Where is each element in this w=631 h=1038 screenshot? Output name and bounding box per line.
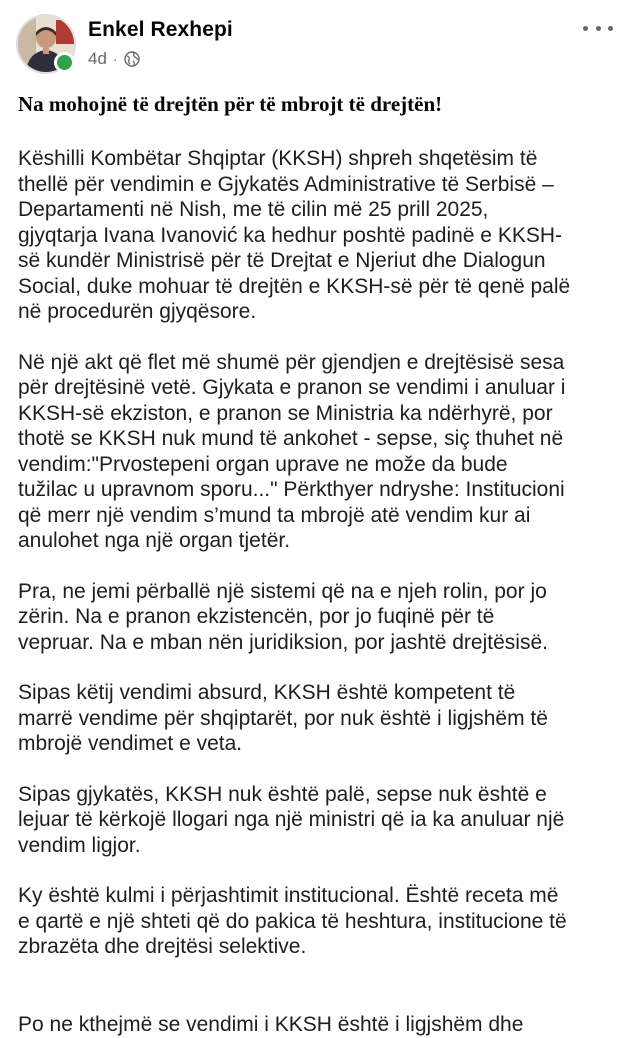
text-line: gjyqtarja Ivana Ivanović ka hedhur poshtë padinë e KKSH- — [18, 223, 563, 247]
text-line: vendim:"Prvostepeni organ uprave ne može da bude — [18, 452, 508, 476]
text-line: anulohet nga një organ tjetër. — [18, 529, 291, 552]
text-line: KKSH-së ekziston, e pranon se Ministria ka ndërhyrë, por — [18, 401, 553, 425]
text-line: në procedurën gjyqësore. — [18, 300, 257, 323]
text-line: thellë për vendimin e Gjykatës Administrative të Serbisë – — [18, 172, 554, 196]
post-paragraph — [18, 579, 618, 656]
text-line: Në një akt që flet më shumë për gjendjen e drejtësisë sesa — [18, 350, 565, 374]
text-line: Pra, ne jemi përballë një sistemi që na e njeh rolin, por jo — [18, 579, 547, 603]
text-line: për drejtësinë vetë. Gjykata e pranon se vendimi i anuluar i — [18, 376, 566, 399]
post-time[interactable]: 4d — [88, 49, 107, 68]
text-line: Ky është kulmi i përjashtimit institucional. Është receta më — [18, 884, 559, 907]
post-header — [0, 0, 631, 80]
post-paragraph — [18, 680, 618, 757]
text-line: Sipas këtij vendimi absurd, KKSH është kompetent të — [18, 681, 516, 704]
text-line: së kundër Ministrisë për të Drejtat e Njeriut dhe Dialogun — [18, 249, 546, 272]
post-meta — [88, 49, 140, 69]
text-line: zërin. Na e pranon ekzistencën, por jo fuqinë për të — [18, 605, 495, 628]
post-paragraph — [18, 350, 618, 554]
author-name[interactable]: Enkel Rexhepi — [88, 18, 233, 41]
truncated-text-line: Po ne kthejmë se vendimi i KKSH është i ligjshëm dhe — [18, 1013, 524, 1036]
meta-separator: · — [112, 51, 118, 67]
post-paragraph — [18, 146, 618, 325]
more-horizontal-icon — [583, 26, 588, 31]
text-line: tužilac u upravnom sporu..." Përkthyer ndryshe: Institucioni — [18, 478, 565, 501]
text-line: zbrazëta dhe drejtësi selektive. — [18, 935, 307, 958]
text-line: vendim ligjor. — [18, 833, 141, 857]
text-line: e qartë e një shteti që do pakica të heshtura, institucione të — [18, 909, 567, 933]
text-line: vepruar. Na e mban nën juridiksion, por jashtë drejtësisë. — [18, 630, 548, 654]
text-line: Social, duke mohuar të drejtën e KKSH-së për të qenë palë — [18, 274, 571, 298]
text-line: që merr një vendim s’mund ta mbrojë atë vendim kur ai — [18, 503, 531, 527]
globe-icon[interactable] — [124, 51, 140, 67]
text-line: marrë vendime për shqiptarët, por nuk është i ligjshëm të — [18, 706, 548, 730]
post-body — [18, 146, 618, 985]
more-options-button[interactable] — [583, 18, 613, 38]
post-paragraph — [18, 883, 618, 960]
text-line: Sipas gjykatës, KKSH nuk është palë, sepse nuk është e — [18, 782, 547, 806]
more-horizontal-icon — [596, 26, 601, 31]
text-line: mbrojë vendimet e veta. — [18, 732, 243, 755]
text-line: Këshilli Kombëtar Shqiptar (KKSH) shpreh shqetësim të — [18, 147, 538, 170]
avatar[interactable] — [16, 14, 76, 74]
text-line: lejuar të kërkojë llogari nga një ministri që ia ka anuluar një — [18, 808, 565, 831]
text-line: Departamenti në Nish, me të cilin më 25 prill 2025, — [18, 198, 489, 221]
more-horizontal-icon — [608, 26, 613, 31]
post-title: Na mohojnë të drejtën për të mbrojt të drejtën! — [18, 92, 443, 116]
post-paragraph — [18, 782, 618, 859]
text-line: thotë se KKSH nuk mund të ankohet - sepse, siç thuhet në — [18, 427, 564, 450]
online-status-dot — [54, 52, 75, 73]
